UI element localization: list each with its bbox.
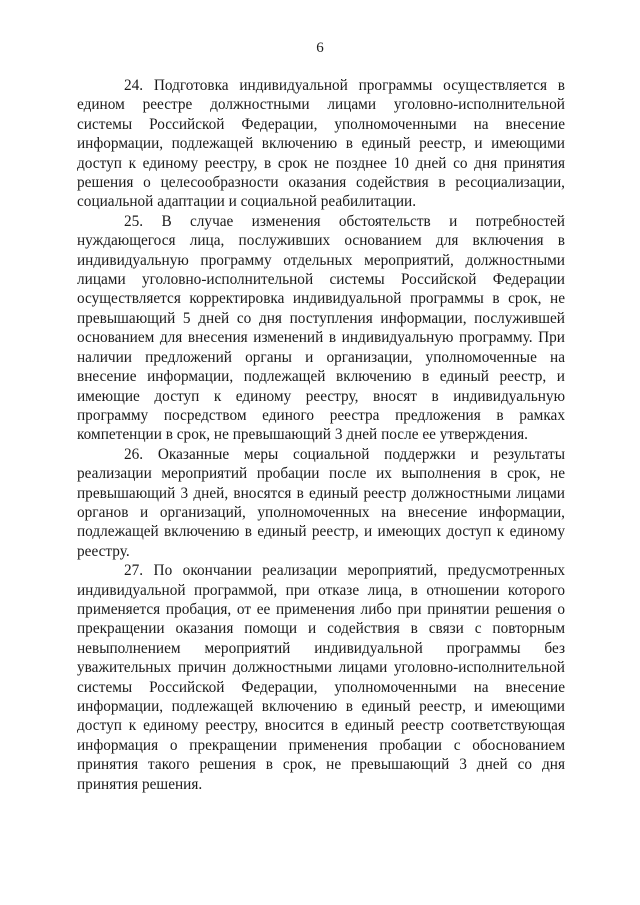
- document-body: [77, 76, 565, 794]
- paragraph-24: 24. Подготовка индивидуальной программы осуществляется в едином реестре должностными лицами уголовно-исполнительной системы Российской Федерации, уполномоченными на внесение информации, подлежащей включению в единый реестр, и имеющими доступ к единому реестру, в срок не позднее 10 дней со дня принятия решения о целесообразности оказания содействия в ресоциализации, социальной адаптации и социальной реабилитации.: [77, 77, 565, 211]
- paragraph-26: 26. Оказанные меры социальной поддержки и результаты реализации мероприятий пробации после их выполнения в срок, не превышающий 3 дней, вносятся в единый реестр должностными лицами органов и организаций, уполномоченных на внесение информации, подлежащей включению в единый реестр, и имеющих доступ к единому реестру.: [77, 445, 565, 560]
- paragraph-27: 27. По окончании реализации мероприятий, предусмотренных индивидуальной программой, при отказе лица, в отношении которого применяется пробация, от ее применения либо при принятии решения о прекращении оказания помощи и содействия в связи с повторным невыполнением мероприятий индивидуальной программы без уважительных причин должностными лицами уголовно-исполнительной системы Российской Федерации, уполномоченными на внесение информации, подлежащей включению в единый реестр, и имеющими доступ к единому реестру, вносится в единый реестр соответствующая информация о прекращении применения пробации с обоснованием принятия такого решения в срок, не превышающий 3 дней со дня принятия решения.: [77, 562, 565, 793]
- page-number: 6: [316, 40, 324, 56]
- paragraph-25: 25. В случае изменения обстоятельств и потребностей нуждающегося лица, послуживших основанием для включения в индивидуальную программу отдельных мероприятий, должностными лицами уголовно-исполнительной системы Российской Федерации осуществляется корректировка индивидуальной программы в срок, не превышающий 5 дней со дня поступления информации, послужившей основанием для внесения изменений в индивидуальную программу. При наличии предложений органы и организации, уполномоченные на внесение информации, подлежащей включению в единый реестр, и имеющие доступ к единому реестру, вносят в индивидуальную программу посредством единого реестра предложения в рамках компетенции в срок, не превышающий 3 дней после ее утверждения.: [77, 212, 565, 444]
